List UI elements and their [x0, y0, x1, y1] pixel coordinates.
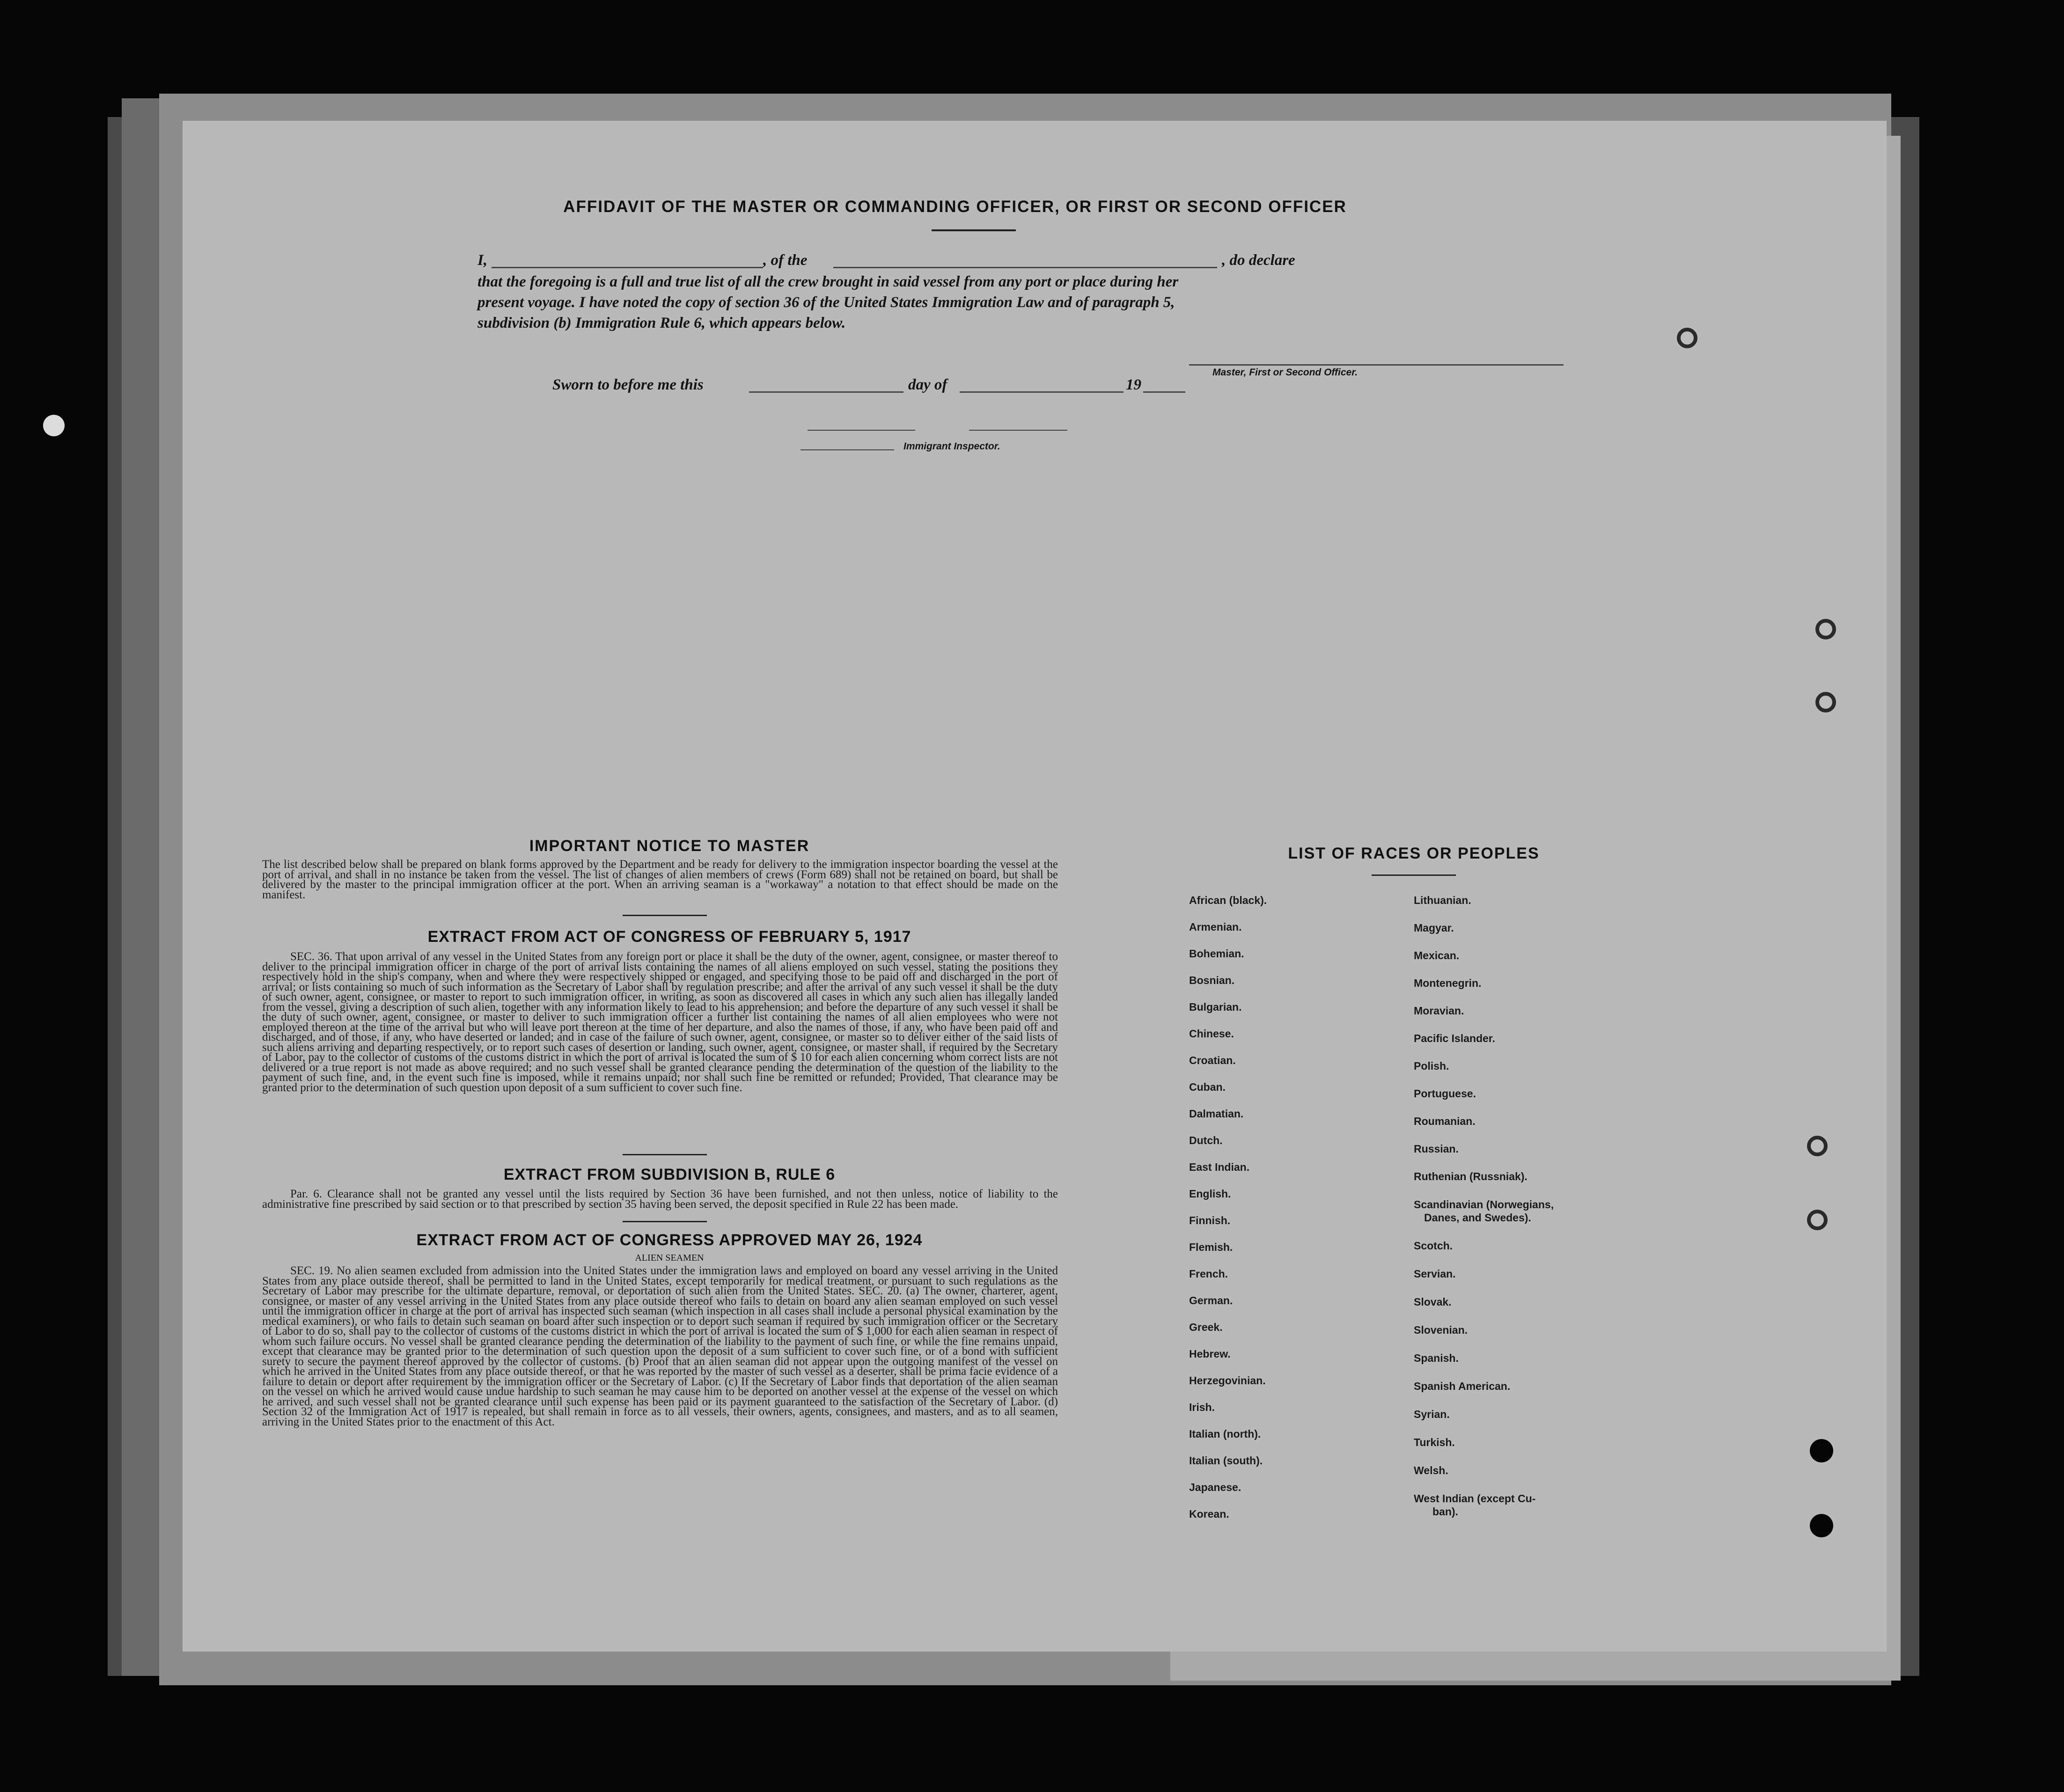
race-item: Italian (north).: [1189, 1428, 1261, 1440]
extract-rule6-body: Par. 6. Clearance shall not be granted any vessel until the lists required by Section 36 have been furnished, and not then unless, notice of liability to the administrative fine prescribed by said section or to that prescribed by section 35 having been served, the deposit specified in Rule 22 has been made.: [262, 1188, 1058, 1211]
race-item: German.: [1189, 1294, 1233, 1307]
sworn-line: [552, 376, 1442, 397]
inspector-line-2: [969, 430, 1067, 431]
race-item: West Indian (except Cu-: [1414, 1492, 1536, 1505]
races-title: LIST OF RACES OR PEOPLES: [1288, 845, 1540, 862]
race-item: Bosnian.: [1189, 974, 1235, 986]
race-item: Scandinavian (Norwegians,: [1414, 1198, 1554, 1211]
race-item: Scotch.: [1414, 1240, 1453, 1252]
race-item: Servian.: [1414, 1268, 1456, 1280]
sworn-month-blank: [960, 391, 1124, 393]
race-item: Spanish American.: [1414, 1380, 1511, 1392]
binder-hole: [1810, 1439, 1833, 1462]
affidavit-declare: , do declare: [1222, 252, 1295, 269]
extract-1917-title: EXTRACT FROM ACT OF CONGRESS OF FEBRUARY 5, 1917: [427, 928, 911, 946]
race-item: ban).: [1432, 1506, 1458, 1518]
races-right-column: [1414, 894, 1648, 1667]
race-item: Roumanian.: [1414, 1115, 1476, 1127]
race-item: Dalmatian.: [1189, 1108, 1244, 1120]
sworn-day: day of: [908, 376, 948, 393]
race-item: Ruthenian (Russniak).: [1414, 1170, 1528, 1182]
race-item: Polish.: [1414, 1060, 1449, 1072]
affidavit-i: I,: [477, 252, 488, 269]
binder-hole: [1810, 1514, 1833, 1537]
race-item: Flemish.: [1189, 1241, 1233, 1253]
race-item: English.: [1189, 1188, 1231, 1200]
race-item: Hebrew.: [1189, 1348, 1231, 1360]
affidavit-of-the: , of the: [763, 252, 808, 269]
race-item: Moravian.: [1414, 1005, 1464, 1017]
race-item: Bohemian.: [1189, 947, 1244, 960]
notice-body: The list described below shall be prepared on blank forms approved by the Department and be ready for delivery to the immigration inspector boarding the vessel at the port of arrival, and shall in no instance be taken from the vessel. The list of changes of alien members of crews (Form 689) shall not be retained on board, but shall be delivered by the master to the principal immigration officer at the port. When an arriving seaman is a "workaway" a notation to that effect should be made on the manifest.: [262, 858, 1058, 901]
inspector-line-1: [808, 430, 915, 431]
form-page: [183, 121, 1887, 1652]
affidavit-title: AFFIDAVIT OF THE MASTER OR COMMANDING OFFICER, OR FIRST OR SECOND OFFICER: [563, 198, 1347, 216]
race-item: Mexican.: [1414, 949, 1460, 962]
race-item: African (black).: [1189, 894, 1267, 906]
race-item: Armenian.: [1189, 921, 1242, 933]
race-item: Slovak.: [1414, 1296, 1452, 1308]
extract-1924-subtitle: ALIEN SEAMEN: [635, 1253, 704, 1263]
race-item: Finnish.: [1189, 1214, 1231, 1226]
binder-hole: [1807, 1136, 1828, 1156]
sworn-date-blank: [749, 391, 903, 393]
extract-1924-title: EXTRACT FROM ACT OF CONGRESS APPROVED MAY 26, 1924: [416, 1231, 923, 1249]
race-item: Syrian.: [1414, 1408, 1450, 1420]
race-item: Danes, and Swedes).: [1424, 1212, 1531, 1224]
races-left-column: [1189, 894, 1376, 1667]
race-item: Irish.: [1189, 1401, 1215, 1413]
name-blank: [492, 267, 763, 268]
race-item: Welsh.: [1414, 1464, 1448, 1476]
binder-hole: [1815, 692, 1836, 712]
race-item: Turkish.: [1414, 1436, 1455, 1448]
vessel-blank: [833, 267, 1217, 268]
inspector-caption: Immigrant Inspector.: [903, 441, 1000, 452]
races-title-rule: [1372, 874, 1456, 876]
race-item: Spanish.: [1414, 1352, 1459, 1364]
affidavit-line-2: that the foregoing is a full and true list of all the crew brought in said vessel from any port or place during her: [477, 273, 1179, 290]
race-item: Slovenian.: [1414, 1324, 1468, 1336]
affidavit-line-4: subdivision (b) Immigration Rule 6, which appears below.: [477, 315, 846, 331]
affidavit-line-3: present voyage. I have noted the copy of section 36 of the United States Immigration Law and of paragraph 5,: [477, 294, 1175, 311]
race-item: Magyar.: [1414, 922, 1454, 934]
extract-1917-body: SEC. 36. That upon arrival of any vessel in the United States from any foreign port or place it shall be the duty of the owner, agent, consignee, or master thereof to deliver to the principal immigration officer in charge of the port of arrival lists containing the names of all aliens employed on such vessel, stating the positions they respectively hold in the ship's company, when and where they were respectively shipped or engaged, and specifying those to be paid off and discharged in the port of arrival; or lists containing so much of such information as the Secretary of Labor shall by regulation prescribe; and after the arrival of any such vessel it shall be the duty of such owner, agent, consignee, or master to report to such immigration officer, in writing, as soon as discovered all cases in which any such alien has illegally landed from the vessel, giving a description of such alien, together with any information likely to lead to his apprehension; and before the departure of any such vessel it shall be the duty of such owner, agent, consignee, or master to deliver to such immigration officer a further list containing the names of all alien employees who were not employed thereon at the time of the arrival but who will leave port thereon at the time of her departure, and also the names of those, if any, who have been paid off and discharged, and of those, if any, who have deserted or landed; and in case of the failure of such owner, agent, consignee, or master so to deliver either of the said lists of such aliens arriving and departing respectively, or to report such cases of desertion or landing, such owner, agent, consignee, or master shall, if required by the Secretary of Labor, pay to the collector of customs of the customs district in which the port of arrival is located the sum of $ 10 for each alien concerning whom correct lists are not delivered or a true report is not made as above required; and no such vessel shall be granted clearance pending the determination of the question of the liability to the payment of such fine, and, in the event such fine is imposed, while it remains unpaid; nor shall such fine be remitted or refunded; Provided, That clearance may be granted prior to the determination of such question upon deposit of a sum sufficient to cover such fine.: [262, 950, 1058, 1094]
notice-title: IMPORTANT NOTICE TO MASTER: [529, 837, 810, 855]
race-item: Lithuanian.: [1414, 894, 1471, 906]
extract-rule6-rule: [623, 1221, 707, 1222]
race-item: French.: [1189, 1268, 1228, 1280]
extract-1917-rule: [623, 1154, 707, 1155]
affidavit-title-rule: [932, 229, 1016, 231]
race-item: Cuban.: [1189, 1081, 1226, 1093]
race-item: Herzegovinian.: [1189, 1374, 1266, 1387]
sworn-prefix: Sworn to before me this: [552, 376, 704, 393]
race-item: Italian (south).: [1189, 1454, 1263, 1467]
sworn-year-blank: [1143, 391, 1185, 393]
race-item: East Indian.: [1189, 1161, 1250, 1173]
race-item: Portuguese.: [1414, 1087, 1476, 1100]
signature-line: [1189, 364, 1564, 366]
race-item: Montenegrin.: [1414, 977, 1482, 989]
inspector-line-3: [801, 449, 894, 450]
punch-hole: [43, 415, 65, 436]
race-item: Korean.: [1189, 1508, 1229, 1520]
race-item: Chinese.: [1189, 1028, 1234, 1040]
race-item: Bulgarian.: [1189, 1001, 1242, 1013]
binder-hole: [1677, 328, 1697, 348]
notice-rule: [623, 915, 707, 916]
binder-hole: [1815, 619, 1836, 639]
signature-caption: Master, First or Second Officer.: [1212, 367, 1358, 378]
sworn-year: 19: [1126, 376, 1141, 393]
race-item: Pacific Islander.: [1414, 1032, 1495, 1044]
race-item: Dutch.: [1189, 1134, 1223, 1146]
race-item: Russian.: [1414, 1143, 1459, 1155]
extract-1924-body: SEC. 19. No alien seamen excluded from admission into the United States under the immigration laws and employed on board any vessel arriving in the United States from any place outside thereof, shall be permitted to land in the United States, except temporarily for medical treatment, or pursuant to such regulations as the Secretary of Labor may prescribe for the ultimate departure, removal, or deportation of such alien from the United States. SEC. 20. (a) The owner, charterer, agent, consignee, or master of any vessel arriving in the United States from any place outside thereof who fails to detain on board any alien seaman employed on such vessel until the immigration officer in charge at the port of arrival has inspected such seaman (which inspection in all cases shall include a personal physical examination by the medical examiners), or who fails to detain such seaman on board after such inspection or to deport such seaman if required by such immigration officer or the Secretary of Labor to do so, shall pay to the collector of customs of the customs district in which the port of arrival is located the sum of $ 1,000 for each alien seaman in respect of whom such failure occurs. No vessel shall be granted clearance pending the determination of the liability to the payment of such fine, or while the fine remains unpaid, except that clearance may be granted prior to the determination of such question upon the deposit of a sum sufficient to cover such fine, or of a bond with sufficient surety to secure the payment thereof approved by the collector of customs. (b) Proof that an alien seaman did not appear upon the outgoing manifest of the vessel on which he arrived in the United States from any place outside thereof, or that he was reported by the master of such vessel as a deserter, shall be prima facie evidence of a failure to detain or deport after requirement by the immigration officer or the Secretary of Labor. (c) If the Secretary of Labor finds that deportation of the alien seaman on the vessel on which he arrived would cause undue hardship to such seaman he may cause him to be deported on another vessel at the expense of the vessel on which he arrived, and such vessel shall not be granted clearance until such expense has been paid or its payment guaranteed to the satisfaction of the Secretary of Labor. (d) Section 32 of the Immigration Act of 1917 is repealed, but shall remain in force as to all vessels, their owners, agents, consignees, and masters, and as to all seamen, arriving in the United States prior to the enactment of this Act.: [262, 1264, 1058, 1428]
extract-rule6-title: EXTRACT FROM SUBDIVISION B, RULE 6: [503, 1166, 836, 1183]
race-item: Japanese.: [1189, 1481, 1241, 1493]
binder-hole: [1807, 1210, 1828, 1230]
race-item: Croatian.: [1189, 1054, 1236, 1066]
affidavit-line-1: [477, 252, 1578, 272]
race-item: Greek.: [1189, 1321, 1223, 1333]
